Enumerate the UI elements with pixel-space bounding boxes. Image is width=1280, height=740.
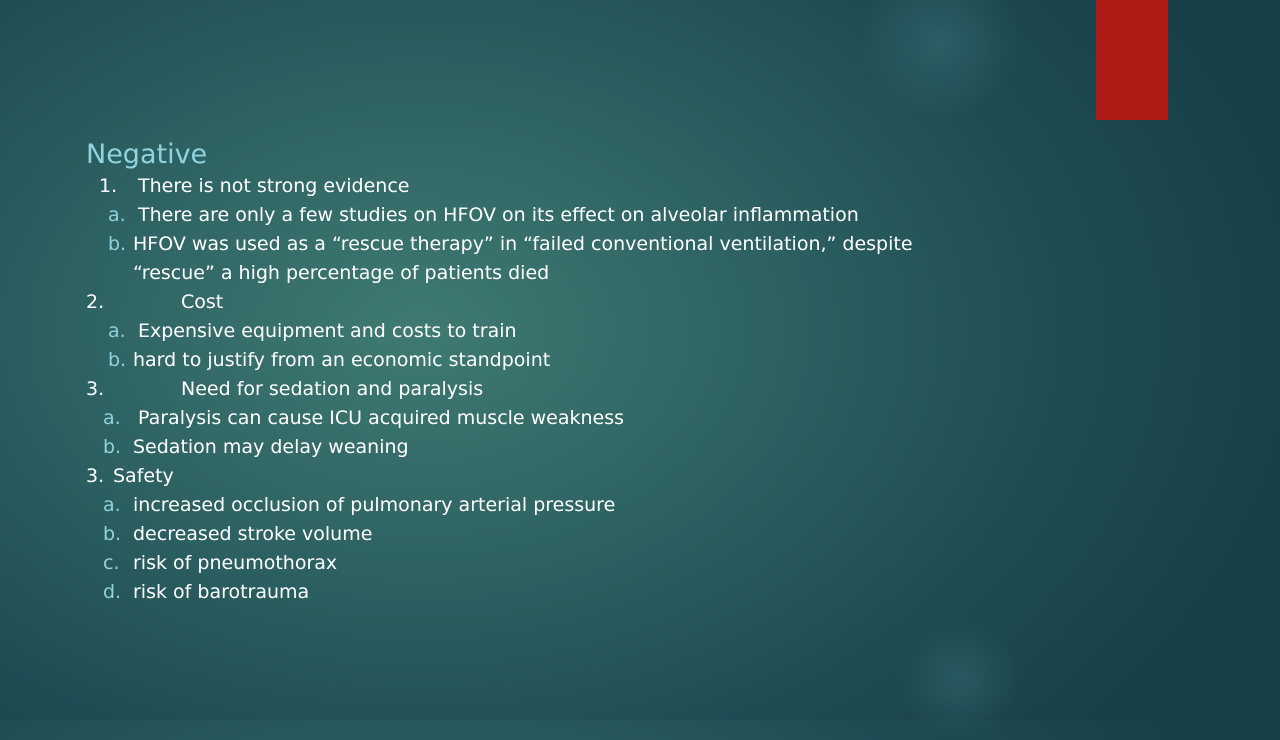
list-item-text: hard to justify from an economic standpoint (133, 349, 551, 371)
list-item-text: Need for sedation and paralysis (181, 378, 484, 400)
list-item (86, 317, 1086, 346)
list-item (86, 462, 1086, 491)
list-item (86, 578, 1086, 607)
list-marker: b. (108, 233, 127, 255)
list-marker: 3. (86, 465, 105, 487)
list-item-text: increased occlusion of pulmonary arterial pressure (133, 494, 616, 516)
list-item-text: risk of pneumothorax (133, 552, 338, 574)
list-item-text: Cost (181, 291, 224, 313)
list-item (86, 375, 1086, 404)
list-item (86, 491, 1086, 520)
list-item-text: Sedation may delay weaning (133, 436, 409, 458)
list-item (86, 346, 1086, 375)
list-item (86, 230, 1086, 259)
accent-bar (1096, 0, 1168, 120)
background-glow (860, 0, 1020, 120)
list-item-text: decreased stroke volume (133, 523, 373, 545)
list-marker: b. (103, 523, 122, 545)
list-item (86, 172, 1086, 201)
list-item (86, 520, 1086, 549)
list-item-text: “rescue” a high percentage of patients died (133, 262, 550, 284)
list-item-text: HFOV was used as a “rescue therapy” in “failed conventional ventilation,” despite (133, 233, 913, 255)
list-marker: b. (108, 349, 127, 371)
list-marker: 3. (86, 378, 105, 400)
list-marker: d. (103, 581, 122, 603)
slide-heading: Negative (86, 139, 208, 170)
background-glow (900, 620, 1020, 740)
list-item (86, 549, 1086, 578)
list-marker: c. (103, 552, 120, 574)
list-item-text: Safety (113, 465, 174, 487)
bullet-list (86, 172, 1086, 607)
list-item-text: Paralysis can cause ICU acquired muscle weakness (138, 407, 625, 429)
list-item-text: risk of barotrauma (133, 581, 310, 603)
list-marker: a. (108, 204, 126, 226)
list-marker: a. (108, 320, 126, 342)
list-item-text: Expensive equipment and costs to train (138, 320, 517, 342)
list-item (86, 404, 1086, 433)
list-item (86, 259, 1086, 288)
list-item-text: There is not strong evidence (138, 175, 410, 197)
list-item (86, 201, 1086, 230)
list-item (86, 433, 1086, 462)
list-marker: b. (103, 436, 122, 458)
list-marker: 2. (86, 291, 105, 313)
list-item (86, 288, 1086, 317)
list-marker: 1. (99, 175, 118, 197)
list-marker: a. (103, 494, 121, 516)
list-marker: a. (103, 407, 121, 429)
list-item-text: There are only a few studies on HFOV on its effect on alveolar inflammation (138, 204, 859, 226)
slide-content (86, 138, 1086, 607)
